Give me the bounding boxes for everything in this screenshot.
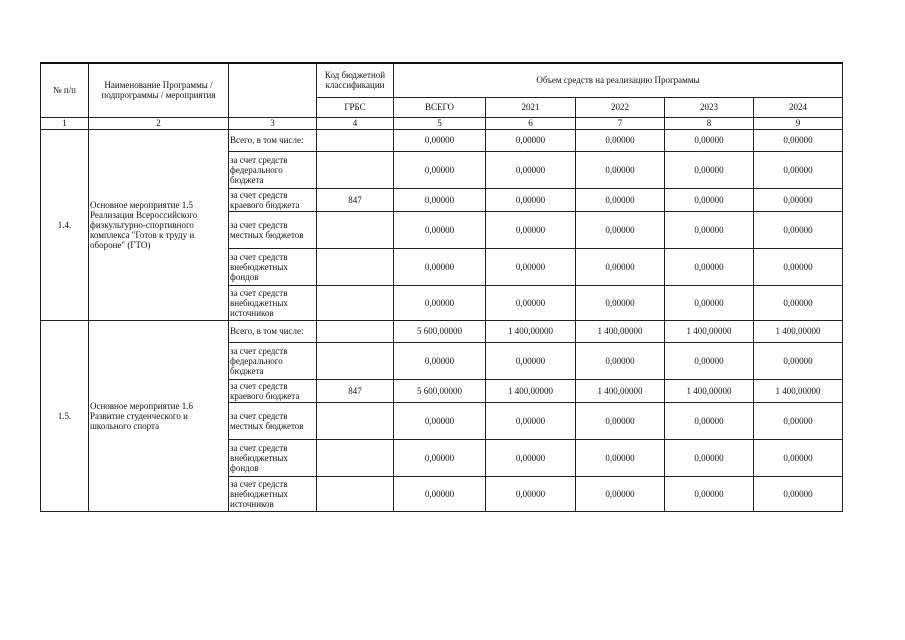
header-name: Наименование Программы / подпрограммы / мероприятия (89, 63, 229, 117)
measure-name: Основное мероприятие 1.6 Развитие студенческого и школьного спорта (89, 320, 229, 511)
amount-2024: 0,00000 (754, 248, 843, 285)
amount-2022: 0,00000 (576, 248, 665, 285)
amount-2024: 0,00000 (754, 402, 843, 439)
amount-total: 0,00000 (394, 285, 486, 320)
header-year-2021: 2021 (486, 97, 576, 117)
amount-total: 0,00000 (394, 476, 486, 511)
amount-total: 0,00000 (394, 188, 486, 211)
funding-source: за счет средств федерального бюджета (229, 151, 317, 188)
col-number: 5 (394, 117, 486, 129)
grbs-code: 847 (317, 379, 394, 402)
amount-2021: 0,00000 (486, 285, 576, 320)
table-row (41, 129, 843, 151)
funding-source: Всего, в том числе: (229, 320, 317, 342)
grbs-code (317, 285, 394, 320)
amount-total: 0,00000 (394, 342, 486, 379)
amount-2022: 0,00000 (576, 211, 665, 248)
funding-source: Всего, в том числе: (229, 129, 317, 151)
amount-2022: 0,00000 (576, 476, 665, 511)
grbs-code (317, 211, 394, 248)
table-row (41, 320, 843, 342)
header-year-2022: 2022 (576, 97, 665, 117)
row-number: 1.5. (41, 320, 89, 511)
amount-2024: 0,00000 (754, 285, 843, 320)
header-budget-code: Код бюджетной классификации (317, 63, 394, 97)
amount-2024: 0,00000 (754, 211, 843, 248)
funding-source: за счет средств местных бюджетов (229, 211, 317, 248)
header-year-2024: 2024 (754, 97, 843, 117)
amount-2022: 0,00000 (576, 285, 665, 320)
amount-2023: 0,00000 (665, 342, 754, 379)
amount-total: 5 600,00000 (394, 320, 486, 342)
amount-2024: 0,00000 (754, 476, 843, 511)
header-grbs: ГРБС (317, 97, 394, 117)
funding-source: за счет средств внебюджетных источников (229, 285, 317, 320)
amount-2021: 0,00000 (486, 402, 576, 439)
amount-2023: 0,00000 (665, 248, 754, 285)
amount-2024: 1 400,00000 (754, 379, 843, 402)
amount-2022: 1 400,00000 (576, 320, 665, 342)
grbs-code (317, 342, 394, 379)
amount-2021: 0,00000 (486, 342, 576, 379)
amount-2023: 0,00000 (665, 439, 754, 476)
funding-source: за счет средств краевого бюджета (229, 379, 317, 402)
amount-2023: 0,00000 (665, 129, 754, 151)
amount-2021: 0,00000 (486, 129, 576, 151)
col-number: 9 (754, 117, 843, 129)
amount-2023: 1 400,00000 (665, 320, 754, 342)
grbs-code (317, 439, 394, 476)
col-number: 4 (317, 117, 394, 129)
amount-total: 0,00000 (394, 151, 486, 188)
program-funding-table (40, 62, 843, 512)
amount-2021: 0,00000 (486, 439, 576, 476)
grbs-code (317, 248, 394, 285)
grbs-code (317, 151, 394, 188)
grbs-code (317, 476, 394, 511)
amount-2023: 0,00000 (665, 402, 754, 439)
funding-source: за счет средств местных бюджетов (229, 402, 317, 439)
amount-2021: 0,00000 (486, 211, 576, 248)
amount-2024: 0,00000 (754, 151, 843, 188)
amount-2023: 1 400,00000 (665, 379, 754, 402)
funding-source: за счет средств внебюджетных фондов (229, 248, 317, 285)
amount-2023: 0,00000 (665, 211, 754, 248)
amount-2021: 0,00000 (486, 476, 576, 511)
amount-2023: 0,00000 (665, 151, 754, 188)
grbs-code (317, 402, 394, 439)
amount-2022: 1 400,00000 (576, 379, 665, 402)
amount-2022: 0,00000 (576, 151, 665, 188)
funding-source: за счет средств краевого бюджета (229, 188, 317, 211)
amount-2021: 1 400,00000 (486, 379, 576, 402)
amount-total: 5 600,00000 (394, 379, 486, 402)
header-num: № п/п (41, 63, 89, 117)
row-number: 1.4. (41, 129, 89, 320)
amount-2024: 0,00000 (754, 342, 843, 379)
funding-source: за счет средств внебюджетных источников (229, 476, 317, 511)
column-number-row (41, 117, 843, 129)
amount-2022: 0,00000 (576, 342, 665, 379)
amount-2021: 1 400,00000 (486, 320, 576, 342)
amount-2021: 0,00000 (486, 151, 576, 188)
col-number: 3 (229, 117, 317, 129)
header-source-blank (229, 63, 317, 117)
amount-2022: 0,00000 (576, 129, 665, 151)
col-number: 7 (576, 117, 665, 129)
grbs-code (317, 320, 394, 342)
col-number: 1 (41, 117, 89, 129)
amount-2024: 0,00000 (754, 188, 843, 211)
amount-2023: 0,00000 (665, 188, 754, 211)
funding-source: за счет средств федерального бюджета (229, 342, 317, 379)
amount-total: 0,00000 (394, 439, 486, 476)
measure-name: Основное мероприятие 1.5 Реализация Всероссийского физкультурно-спортивного комплекса "Готов к труду и обороне" (ГТО) (89, 129, 229, 320)
amount-total: 0,00000 (394, 248, 486, 285)
amount-2024: 0,00000 (754, 439, 843, 476)
grbs-code (317, 129, 394, 151)
amount-2023: 0,00000 (665, 476, 754, 511)
amount-total: 0,00000 (394, 402, 486, 439)
amount-2022: 0,00000 (576, 402, 665, 439)
amount-2023: 0,00000 (665, 285, 754, 320)
amount-2022: 0,00000 (576, 188, 665, 211)
amount-2022: 0,00000 (576, 439, 665, 476)
amount-2021: 0,00000 (486, 248, 576, 285)
header-funding: Объем средств на реализацию Программы (394, 63, 843, 97)
amount-2021: 0,00000 (486, 188, 576, 211)
funding-source: за счет средств внебюджетных фондов (229, 439, 317, 476)
grbs-code: 847 (317, 188, 394, 211)
col-number: 8 (665, 117, 754, 129)
header-total: ВСЕГО (394, 97, 486, 117)
amount-total: 0,00000 (394, 211, 486, 248)
col-number: 6 (486, 117, 576, 129)
amount-2024: 1 400,00000 (754, 320, 843, 342)
col-number: 2 (89, 117, 229, 129)
amount-total: 0,00000 (394, 129, 486, 151)
header-year-2023: 2023 (665, 97, 754, 117)
amount-2024: 0,00000 (754, 129, 843, 151)
